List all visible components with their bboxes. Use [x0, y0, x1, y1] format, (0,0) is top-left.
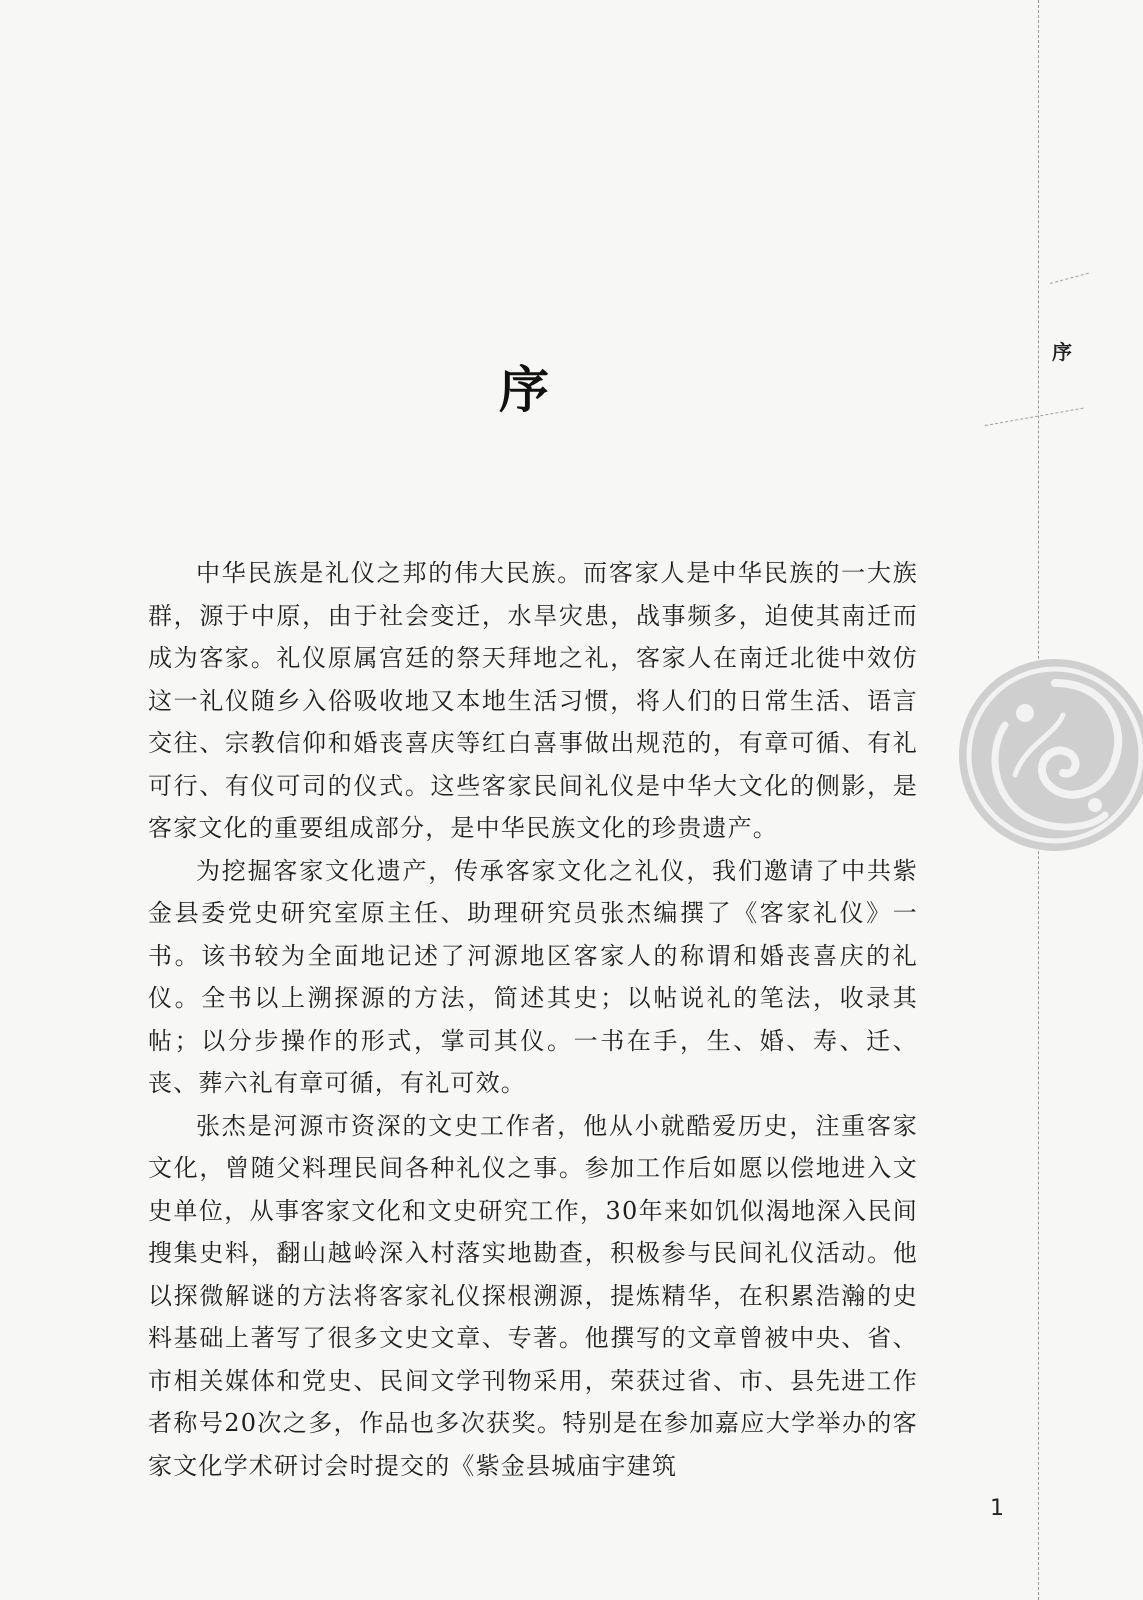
- tab-divider-top: [1050, 273, 1089, 284]
- paragraph: 张杰是河源市资深的文史工作者，他从小就酷爱历史，注重客家文化，曾随父料理民间各种礼仪之事。参加工作后如愿以偿地进入文史单位，从事客家文化和文史研究工作，30年来如饥似渴地深入民间搜集史料，翻山越岭深入村落实地勘查，积极参与民间礼仪活动。他以探微解谜的方法将客家礼仪探根溯源，提炼精华，在积累浩瀚的史料基础上著写了很多文史文章、专著。他撰写的文章曾被中央、省、市相关媒体和党史、民间文学刊物采用，荣获过省、市、县先进工作者称号20次之多，作品也多次获奖。特别是在参加嘉应大学举办的客家文化学术研讨会时提交的《紫金县城庙宇建筑: [148, 1111, 918, 1480]
- paragraph: 为挖掘客家文化遗产，传承客家文化之礼仪，我们邀请了中共紫金县委党史研究室原主任、助理研究员张杰编撰了《客家礼仪》一书。该书较为全面地记述了河源地区客家人的称谓和婚丧喜庆的礼仪。全书以上溯探源的方法，简述其史；以帖说礼的笔法，收录其帖；以分步操作的形式，掌司其仪。一书在手，生、婚、寿、迁、丧、葬六礼有章可循，有礼可效。: [148, 856, 918, 1097]
- paragraph: 中华民族是礼仪之邦的伟大民族。而客家人是中华民族的一大族群，源于中原，由于社会变迁，水旱灾患，战事频多，迫使其南迁而成为客家。礼仪原属宫廷的祭天拜地之礼，客家人在南迁北徙中效仿这一礼仪随乡入俗吸收地又本地生活习惯，将人们的日常生活、语言交往、宗教信仰和婚丧喜庆等红白喜事做出规范的，有章可循、有礼可行、有仪可司的仪式。这些客家民间礼仪是中华大文化的侧影，是客家文化的重要组成部分，是中华民族文化的珍贵遗产。: [148, 559, 918, 842]
- page-number: 1: [990, 1496, 1004, 1521]
- side-tab-label: 序: [1052, 340, 1072, 364]
- page-title: 序: [499, 361, 551, 419]
- body-text: [148, 552, 918, 1487]
- decorative-scroll-emblem-icon: [955, 655, 1143, 855]
